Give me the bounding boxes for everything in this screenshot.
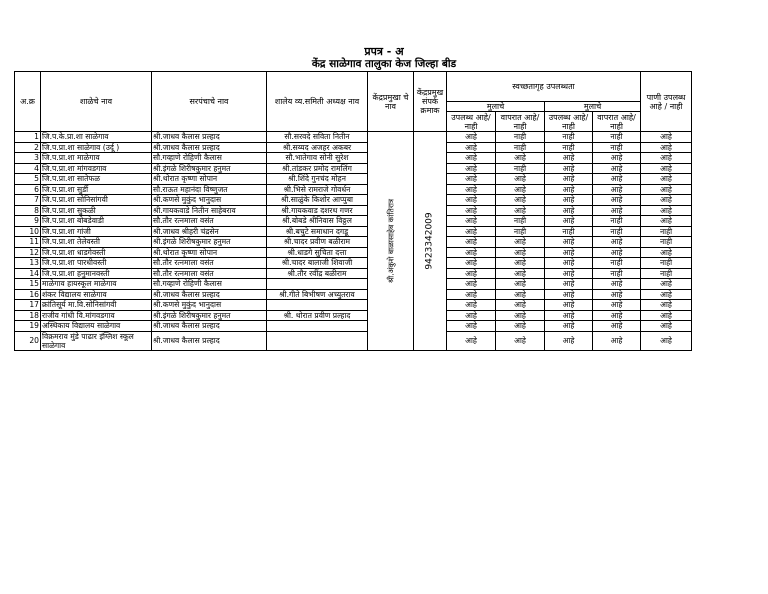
committee-chair-cell bbox=[267, 321, 368, 332]
girls-available-cell: आहे bbox=[545, 331, 593, 350]
committee-chair-cell: सौ.भातेगाव सोनी सुरेश bbox=[267, 153, 368, 164]
sarpanch-name-cell: श्री.इंगळे शिरीषकुमार हनुमत bbox=[152, 163, 267, 174]
committee-chair-cell: श्री.बचुटे समाधान दगडू bbox=[267, 226, 368, 237]
committee-chair-cell bbox=[267, 279, 368, 290]
school-name-cell: अस्थिकाय विद्यालय साळेगाव bbox=[41, 321, 152, 332]
girls-available-cell: आहे bbox=[545, 216, 593, 227]
contact-number: 9423342009 bbox=[424, 212, 435, 270]
boys-in-use-cell: आहे bbox=[496, 331, 545, 350]
school-name-cell: जि.प.प्रा.शा सुकळी bbox=[41, 205, 152, 216]
sarpanch-name-cell: श्री.कणसे मुकुंद भानुदास bbox=[152, 300, 267, 311]
table-row bbox=[15, 195, 692, 206]
committee-chair-cell: श्री.तौर रवींद्र बळीराम bbox=[267, 268, 368, 279]
header-committee-chair: शालेय व्य.समिती अध्यक्ष नाव bbox=[267, 72, 368, 132]
girls-available-cell: आहे bbox=[545, 321, 593, 332]
committee-chair-cell: श्री.बोबडे श्रीनिवास विठ्ठल bbox=[267, 216, 368, 227]
girls-in-use-cell: आहे bbox=[593, 195, 641, 206]
girls-available-cell: आहे bbox=[545, 153, 593, 164]
girls-in-use-cell: आहे bbox=[593, 247, 641, 258]
table-row bbox=[15, 247, 692, 258]
table-row bbox=[15, 142, 692, 153]
water-available-cell: नाही bbox=[641, 237, 692, 248]
sr-no-cell: 11 bbox=[15, 237, 41, 248]
girls-in-use-cell: नाही bbox=[593, 142, 641, 153]
water-available-cell: नाही bbox=[641, 226, 692, 237]
girls-available-cell: नाही bbox=[545, 132, 593, 143]
boys-in-use-cell: आहे bbox=[496, 268, 545, 279]
water-available-cell: आहे bbox=[641, 163, 692, 174]
sr-no-cell: 7 bbox=[15, 195, 41, 206]
boys-in-use-cell: आहे bbox=[496, 310, 545, 321]
committee-chair-cell: श्री.धाडगे सुचिता दत्ता bbox=[267, 247, 368, 258]
table-row bbox=[15, 331, 692, 350]
girls-in-use-cell: आहे bbox=[593, 289, 641, 300]
sr-no-cell: 16 bbox=[15, 289, 41, 300]
table-row bbox=[15, 205, 692, 216]
boys-in-use-cell: नाही bbox=[496, 163, 545, 174]
water-available-cell: नाही bbox=[641, 268, 692, 279]
sarpanch-name-cell: श्री.जाधव कैलास प्रल्हाद bbox=[152, 321, 267, 332]
girls-in-use-cell: नाही bbox=[593, 258, 641, 269]
committee-chair-cell: श्री.तांडकर प्रमोद रामलिंग bbox=[267, 163, 368, 174]
sarpanch-name-cell: सौ.तौर रत्नमाला वसंत bbox=[152, 268, 267, 279]
girls-available-cell: आहे bbox=[545, 163, 593, 174]
sr-no-cell: 14 bbox=[15, 268, 41, 279]
girls-available-cell: नाही bbox=[545, 142, 593, 153]
water-available-cell: आहे bbox=[641, 331, 692, 350]
boys-available-cell: आहे bbox=[447, 237, 496, 248]
header-boys-in-use: वापरात आहे/ नाही bbox=[496, 112, 545, 132]
sr-no-cell: 15 bbox=[15, 279, 41, 290]
girls-available-cell: आहे bbox=[545, 247, 593, 258]
boys-in-use-cell: आहे bbox=[496, 300, 545, 311]
sr-no-cell: 19 bbox=[15, 321, 41, 332]
boys-in-use-cell: आहे bbox=[496, 237, 545, 248]
girls-in-use-cell: आहे bbox=[593, 300, 641, 311]
header-boys: मुलाचे bbox=[447, 102, 545, 112]
table-row bbox=[15, 300, 692, 311]
boys-in-use-cell: आहे bbox=[496, 184, 545, 195]
form-title: प्रपत्र - अ bbox=[364, 45, 404, 58]
kendra-pramukh-name: श्री.अंकुशे बाळासाहेब कांतिरात्र bbox=[385, 198, 395, 283]
water-available-cell: आहे bbox=[641, 205, 692, 216]
committee-chair-cell bbox=[267, 331, 368, 350]
table-row bbox=[15, 289, 692, 300]
girls-in-use-cell: नाही bbox=[593, 216, 641, 227]
girls-in-use-cell: आहे bbox=[593, 174, 641, 185]
boys-available-cell: आहे bbox=[447, 289, 496, 300]
sarpanch-name-cell: श्री.इंगळे शिरीषकुमार हनुमत bbox=[152, 310, 267, 321]
school-name-cell: जि.प.के.प्रा.शा साळेगाव bbox=[41, 132, 152, 143]
boys-available-cell: आहे bbox=[447, 247, 496, 258]
girls-in-use-cell: आहे bbox=[593, 163, 641, 174]
sr-no-cell: 17 bbox=[15, 300, 41, 311]
sarpanch-name-cell: सौ.गव्हाणे रोहिणी कैलास bbox=[152, 153, 267, 164]
girls-available-cell: आहे bbox=[545, 300, 593, 311]
water-available-cell: आहे bbox=[641, 142, 692, 153]
header-school-name: शाळेचे नाव bbox=[41, 72, 152, 132]
table-row bbox=[15, 268, 692, 279]
girls-in-use-cell: आहे bbox=[593, 205, 641, 216]
girls-in-use-cell: आहे bbox=[593, 310, 641, 321]
boys-available-cell: आहे bbox=[447, 279, 496, 290]
committee-chair-cell: सौ.सरवदे सविता नितीन bbox=[267, 132, 368, 143]
table-row bbox=[15, 279, 692, 290]
girls-in-use-cell: आहे bbox=[593, 184, 641, 195]
water-available-cell: आहे bbox=[641, 195, 692, 206]
water-available-cell: आहे bbox=[641, 184, 692, 195]
boys-in-use-cell: नाही bbox=[496, 216, 545, 227]
committee-chair-cell: श्री. थोरात प्रवीण प्रल्हाद bbox=[267, 310, 368, 321]
school-name-cell: जि.प.प्रा.शा सोनिसांगवी bbox=[41, 195, 152, 206]
boys-available-cell: आहे bbox=[447, 331, 496, 350]
boys-available-cell: आहे bbox=[447, 132, 496, 143]
committee-chair-cell: श्री.शिंदे गुनचंद मोहन bbox=[267, 174, 368, 185]
sr-no-cell: 4 bbox=[15, 163, 41, 174]
table-row bbox=[15, 321, 692, 332]
table-row bbox=[15, 237, 692, 248]
water-available-cell: आहे bbox=[641, 174, 692, 185]
sr-no-cell: 6 bbox=[15, 184, 41, 195]
sarpanch-name-cell: श्री.जाधव कैलास प्रल्हाद bbox=[152, 142, 267, 153]
school-name-cell: जि.प.प्रा.शा मांगवडगाव bbox=[41, 163, 152, 174]
sarpanch-name-cell: सौ.राऊत महानंदा विष्णुजत bbox=[152, 184, 267, 195]
water-available-cell: नाही bbox=[641, 258, 692, 269]
sr-no-cell: 1 bbox=[15, 132, 41, 143]
school-name-cell: जि.प.प्रा.शा बोबडेवाडी bbox=[41, 216, 152, 227]
sarpanch-name-cell: श्री.इंगळे शिरीषकुमार हनुमत bbox=[152, 237, 267, 248]
sarpanch-name-cell: श्री.जाधव कैलास प्रल्हाद bbox=[152, 132, 267, 143]
girls-in-use-cell: नाही bbox=[593, 132, 641, 143]
table-row bbox=[15, 132, 692, 143]
table-body bbox=[15, 132, 692, 351]
water-available-cell: आहे bbox=[641, 300, 692, 311]
header-contact-number: केंद्रप्रमुख संपर्क क्रमाक bbox=[414, 72, 447, 132]
header-girls-in-use: वापरात आहे/ नाही bbox=[593, 112, 641, 132]
boys-in-use-cell: आहे bbox=[496, 321, 545, 332]
girls-available-cell: आहे bbox=[545, 310, 593, 321]
boys-available-cell: आहे bbox=[447, 321, 496, 332]
girls-available-cell: आहे bbox=[545, 279, 593, 290]
sr-no-cell: 2 bbox=[15, 142, 41, 153]
boys-available-cell: आहे bbox=[447, 300, 496, 311]
sr-no-cell: 3 bbox=[15, 153, 41, 164]
school-name-cell: जि.प.प्रा.शा तेलेवस्ती bbox=[41, 237, 152, 248]
school-name-cell: जि.प.प्रा.शा माळेगाव bbox=[41, 153, 152, 164]
girls-in-use-cell: नाही bbox=[593, 226, 641, 237]
committee-chair-cell: श्री.गीते बिभीषण अच्युतराव bbox=[267, 289, 368, 300]
sr-no-cell: 20 bbox=[15, 331, 41, 350]
boys-available-cell: आहे bbox=[447, 216, 496, 227]
sr-no-cell: 18 bbox=[15, 310, 41, 321]
sarpanch-name-cell: श्री.थोरात कृष्णा सोपान bbox=[152, 174, 267, 185]
sarpanch-name-cell: श्री.जाधव कैलास प्रल्हाद bbox=[152, 331, 267, 350]
girls-in-use-cell: आहे bbox=[593, 153, 641, 164]
school-name-cell: जि.प.प्रा.शा पारधीवस्ती bbox=[41, 258, 152, 269]
school-name-cell: विक्रमराव मुंडे पाढार इंग्लिश स्कूल साळेगाव bbox=[41, 331, 152, 350]
table-row bbox=[15, 226, 692, 237]
girls-in-use-cell: आहे bbox=[593, 237, 641, 248]
boys-in-use-cell: आहे bbox=[496, 205, 545, 216]
water-available-cell: आहे bbox=[641, 247, 692, 258]
sarpanch-name-cell: श्री.थोरात कृष्णा सोपान bbox=[152, 247, 267, 258]
school-name-cell: जि.प.प्रा.शा सुर्डी bbox=[41, 184, 152, 195]
sr-no-cell: 13 bbox=[15, 258, 41, 269]
girls-available-cell: आहे bbox=[545, 195, 593, 206]
sarpanch-name-cell: सौ.तौर रत्नमाला वसंत bbox=[152, 258, 267, 269]
boys-available-cell: आहे bbox=[447, 226, 496, 237]
boys-available-cell: आहे bbox=[447, 184, 496, 195]
girls-available-cell: आहे bbox=[545, 184, 593, 195]
girls-available-cell: आहे bbox=[545, 258, 593, 269]
school-name-cell: राजीव गांधी वि.मांगवडगाव bbox=[41, 310, 152, 321]
boys-available-cell: आहे bbox=[447, 153, 496, 164]
header-sarpanch-name: सरपंचाचे नाव bbox=[152, 72, 267, 132]
table-row bbox=[15, 216, 692, 227]
boys-in-use-cell: आहे bbox=[496, 195, 545, 206]
table-row bbox=[15, 184, 692, 195]
water-available-cell: आहे bbox=[641, 289, 692, 300]
boys-available-cell: आहे bbox=[447, 174, 496, 185]
committee-chair-cell: श्री.चादर बालाजी शिवाजी bbox=[267, 258, 368, 269]
water-available-cell: आहे bbox=[641, 132, 692, 143]
header-boys-available: उपलब्ध आहे/ नाही bbox=[447, 112, 496, 132]
contact-number-cell bbox=[414, 132, 447, 351]
girls-available-cell: आहे bbox=[545, 289, 593, 300]
water-available-cell: आहे bbox=[641, 279, 692, 290]
sarpanch-name-cell: श्री.जाधव कैलास प्रल्हाद bbox=[152, 289, 267, 300]
committee-chair-cell: श्री.गायकवाड दशरथ गणर bbox=[267, 205, 368, 216]
sarpanch-name-cell: सौ.तौर रत्नमाला वसंत bbox=[152, 216, 267, 227]
boys-available-cell: आहे bbox=[447, 142, 496, 153]
water-available-cell: आहे bbox=[641, 216, 692, 227]
boys-in-use-cell: आहे bbox=[496, 153, 545, 164]
table-row bbox=[15, 174, 692, 185]
sr-no-cell: 10 bbox=[15, 226, 41, 237]
boys-in-use-cell: आहे bbox=[496, 247, 545, 258]
boys-available-cell: आहे bbox=[447, 268, 496, 279]
school-name-cell: जि.प.प्रा.शा साळेगाव (उर्दू ) bbox=[41, 142, 152, 153]
water-available-cell: आहे bbox=[641, 321, 692, 332]
water-available-cell: आहे bbox=[641, 310, 692, 321]
school-name-cell: शंकर विद्यालय साळेगाव bbox=[41, 289, 152, 300]
school-sanitation-table bbox=[14, 71, 692, 351]
header-sr-no: अ.क्र bbox=[15, 72, 41, 132]
sarpanch-name-cell: श्री.जाधव श्रीहरी चंद्रसेन bbox=[152, 226, 267, 237]
boys-in-use-cell: नाही bbox=[496, 142, 545, 153]
table-row bbox=[15, 310, 692, 321]
boys-available-cell: आहे bbox=[447, 310, 496, 321]
water-available-cell: आहे bbox=[641, 153, 692, 164]
sr-no-cell: 9 bbox=[15, 216, 41, 227]
school-name-cell: जि.प.प्रा.शा हनुमानवस्ती bbox=[41, 268, 152, 279]
girls-in-use-cell: आहे bbox=[593, 321, 641, 332]
sarpanch-name-cell: सौ.गव्हाणे रोहिणी कैलास bbox=[152, 279, 267, 290]
boys-in-use-cell: आहे bbox=[496, 258, 545, 269]
sarpanch-name-cell: श्री.गायकवाडे नितीन साहेबराव bbox=[152, 205, 267, 216]
header-girls-available: उपलब्ध आहे/ नाही bbox=[545, 112, 593, 132]
sr-no-cell: 12 bbox=[15, 247, 41, 258]
header-sanitation: स्वच्छतागृह उपलब्धता bbox=[447, 72, 641, 102]
boys-in-use-cell: नाही bbox=[496, 132, 545, 143]
girls-available-cell: आहे bbox=[545, 205, 593, 216]
girls-available-cell: आहे bbox=[545, 174, 593, 185]
girls-in-use-cell: नाही bbox=[593, 268, 641, 279]
header-kendra-pramukh: केंद्रप्रमुखा चे नाव bbox=[368, 72, 414, 132]
boys-available-cell: आहे bbox=[447, 258, 496, 269]
girls-in-use-cell: आहे bbox=[593, 279, 641, 290]
school-name-cell: माळेगाव हायस्कूल माळेगाव bbox=[41, 279, 152, 290]
table-row bbox=[15, 163, 692, 174]
committee-chair-cell: श्री.सय्यद अजहर अकबर bbox=[267, 142, 368, 153]
sr-no-cell: 5 bbox=[15, 174, 41, 185]
table-row bbox=[15, 258, 692, 269]
sr-no-cell: 8 bbox=[15, 205, 41, 216]
school-name-cell: जि.प.प्रा.शा गांजी bbox=[41, 226, 152, 237]
boys-available-cell: आहे bbox=[447, 195, 496, 206]
school-name-cell: जि.प.प्रा.शा धाडगेवस्ती bbox=[41, 247, 152, 258]
boys-available-cell: आहे bbox=[447, 163, 496, 174]
committee-chair-cell: श्री.चादर प्रवीण बळीराम bbox=[267, 237, 368, 248]
school-name-cell: जि.प.प्रा.शा सातेफळ bbox=[41, 174, 152, 185]
boys-in-use-cell: आहे bbox=[496, 289, 545, 300]
form-subtitle: केंद्र साळेगाव तालुका केज जिल्हा बीड bbox=[311, 58, 457, 70]
table-row bbox=[15, 153, 692, 164]
committee-chair-cell: श्री.भिसे रामराजे गोवर्धन bbox=[267, 184, 368, 195]
header-water: पाणी उपलब्ध आहे / नाही bbox=[641, 72, 692, 132]
boys-available-cell: आहे bbox=[447, 205, 496, 216]
boys-in-use-cell: आहे bbox=[496, 279, 545, 290]
girls-available-cell: आहे bbox=[545, 237, 593, 248]
girls-available-cell: नाही bbox=[545, 226, 593, 237]
school-name-cell: क्रांतिसूर्य मा.वि.सोनिसांगवी bbox=[41, 300, 152, 311]
boys-in-use-cell: नाही bbox=[496, 226, 545, 237]
boys-in-use-cell: आहे bbox=[496, 174, 545, 185]
committee-chair-cell: श्री.साळुंके किशोर आप्पुबा bbox=[267, 195, 368, 206]
sarpanch-name-cell: श्री.कणसे मुकुंद भानुदास bbox=[152, 195, 267, 206]
committee-chair-cell bbox=[267, 300, 368, 311]
kendra-pramukh-cell bbox=[368, 132, 414, 351]
girls-available-cell: आहे bbox=[545, 268, 593, 279]
girls-in-use-cell: आहे bbox=[593, 331, 641, 350]
header-girls: मुलाचे bbox=[545, 102, 641, 112]
